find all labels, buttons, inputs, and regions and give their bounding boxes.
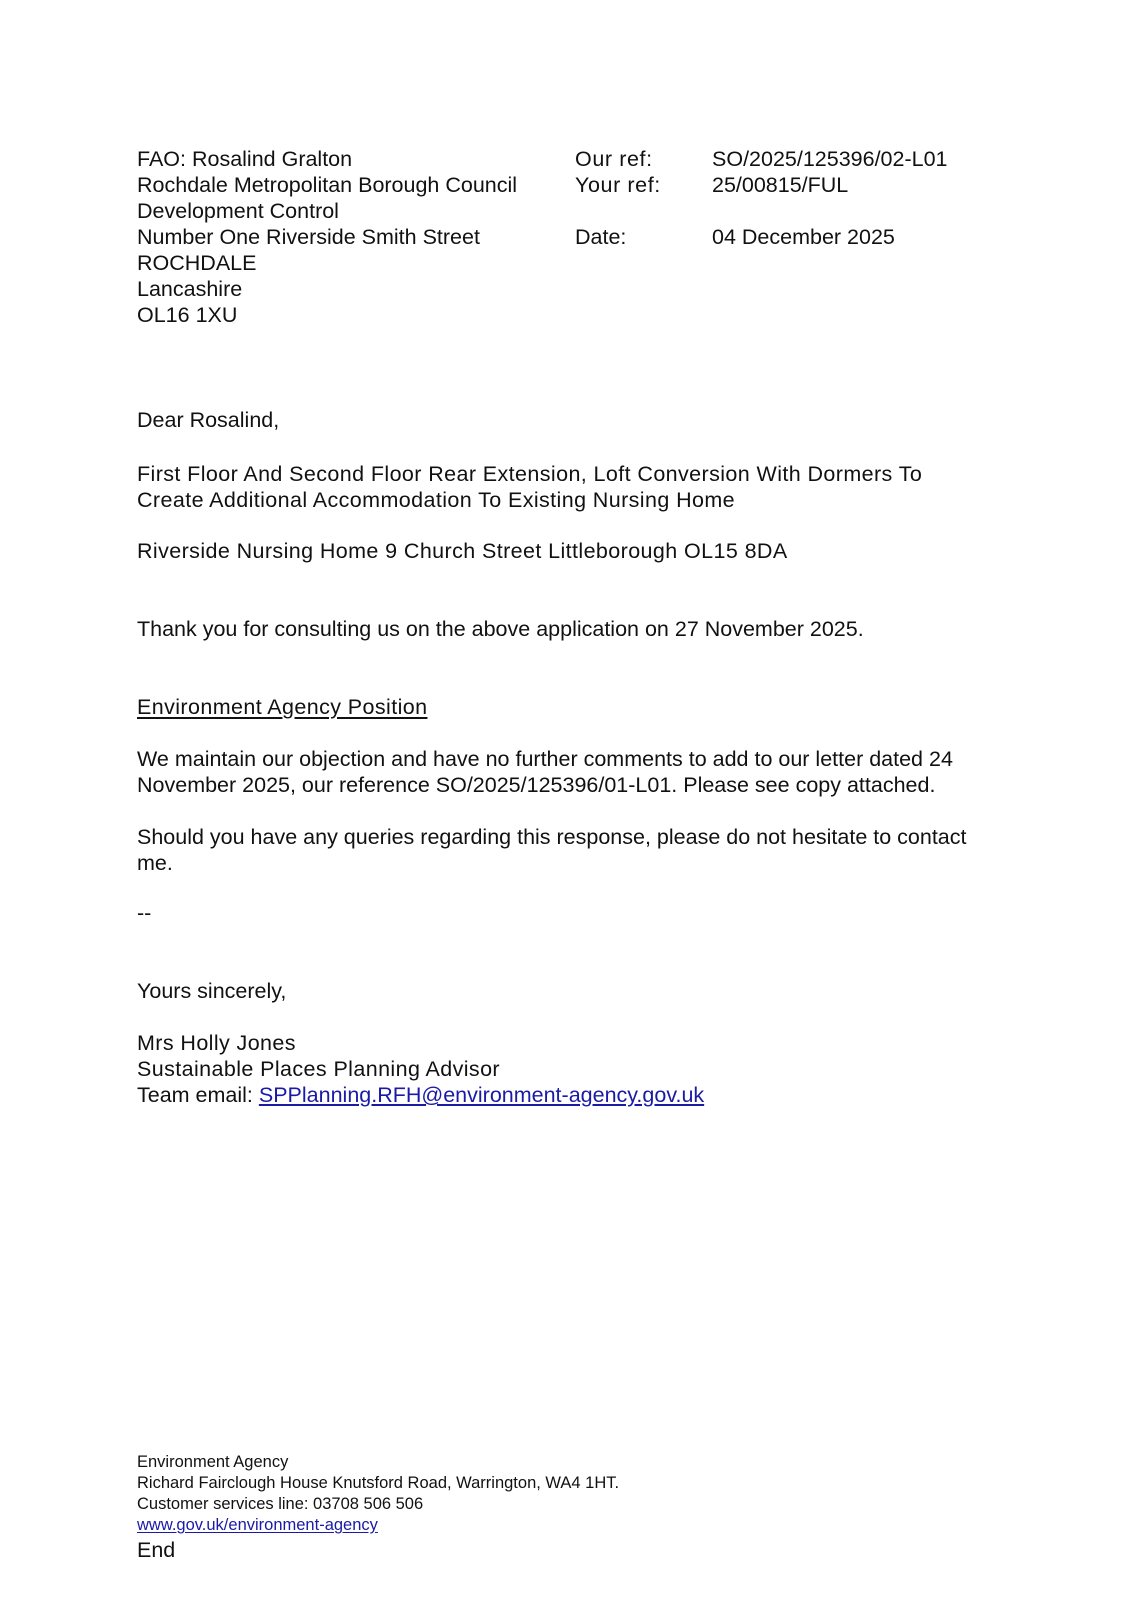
- recipient-street: Number One Riverside Smith Street: [137, 225, 480, 249]
- your-ref-value: 25/00815/FUL: [712, 173, 849, 197]
- queries-line-2: me.: [137, 851, 173, 875]
- position-line-1: We maintain our objection and have no further comments to add to our letter dated 24: [137, 747, 953, 771]
- footer-address: Richard Fairclough House Knutsford Road, Warrington, WA4 1HT.: [137, 1474, 620, 1492]
- closing: Yours sincerely,: [137, 979, 287, 1003]
- subject-line-1: First Floor And Second Floor Rear Extension, Loft Conversion With Dormers To: [137, 462, 923, 486]
- site-address: Riverside Nursing Home 9 Church Street Littleborough OL15 8DA: [137, 539, 788, 563]
- team-email-label: Team email:: [137, 1083, 259, 1107]
- salutation: Dear Rosalind,: [137, 408, 280, 432]
- recipient-county: Lancashire: [137, 277, 243, 301]
- date-value: 04 December 2025: [712, 225, 895, 249]
- recipient-address: [137, 146, 517, 328]
- date-label: Date:: [575, 225, 627, 249]
- recipient-department: Development Control: [137, 199, 339, 223]
- our-ref-label: Our ref:: [575, 147, 653, 171]
- subject-line-2: Create Additional Accommodation To Existing Nursing Home: [137, 488, 736, 512]
- footer: [137, 1452, 619, 1564]
- footer-org: Environment Agency: [137, 1453, 289, 1471]
- thanks-paragraph: Thank you for consulting us on the above application on 27 November 2025.: [137, 617, 864, 641]
- reference-block: [575, 146, 948, 250]
- team-email-row: [137, 1082, 704, 1108]
- team-email-link[interactable]: SPPlanning.RFH@environment-agency.gov.uk: [258, 1083, 705, 1107]
- signatory-name: Mrs Holly Jones: [137, 1031, 296, 1055]
- date-row: [575, 224, 948, 250]
- subject-block: [137, 461, 922, 513]
- footer-end: End: [137, 1538, 176, 1562]
- recipient-postcode: OL16 1XU: [137, 303, 238, 327]
- recipient-town: ROCHDALE: [137, 251, 257, 275]
- our-ref-row: [575, 146, 948, 172]
- recipient-fao: FAO: Rosalind Gralton: [137, 147, 353, 171]
- our-ref-value: SO/2025/125396/02-L01: [712, 147, 948, 171]
- queries-paragraph: [137, 824, 967, 876]
- signature-block: [137, 1030, 704, 1108]
- footer-website-link[interactable]: www.gov.uk/environment-agency: [137, 1516, 378, 1534]
- your-ref-row: [575, 172, 948, 198]
- recipient-organisation: Rochdale Metropolitan Borough Council: [137, 173, 518, 197]
- position-paragraph: [137, 746, 953, 798]
- your-ref-label: Your ref:: [575, 173, 661, 197]
- separator: --: [137, 901, 152, 925]
- position-heading: Environment Agency Position: [137, 695, 428, 719]
- signatory-role: Sustainable Places Planning Advisor: [137, 1057, 500, 1081]
- queries-line-1: Should you have any queries regarding this response, please do not hesitate to contact: [137, 825, 967, 849]
- footer-phone: Customer services line: 03708 506 506: [137, 1495, 424, 1513]
- position-line-2: November 2025, our reference SO/2025/125396/01-L01. Please see copy attached.: [137, 773, 936, 797]
